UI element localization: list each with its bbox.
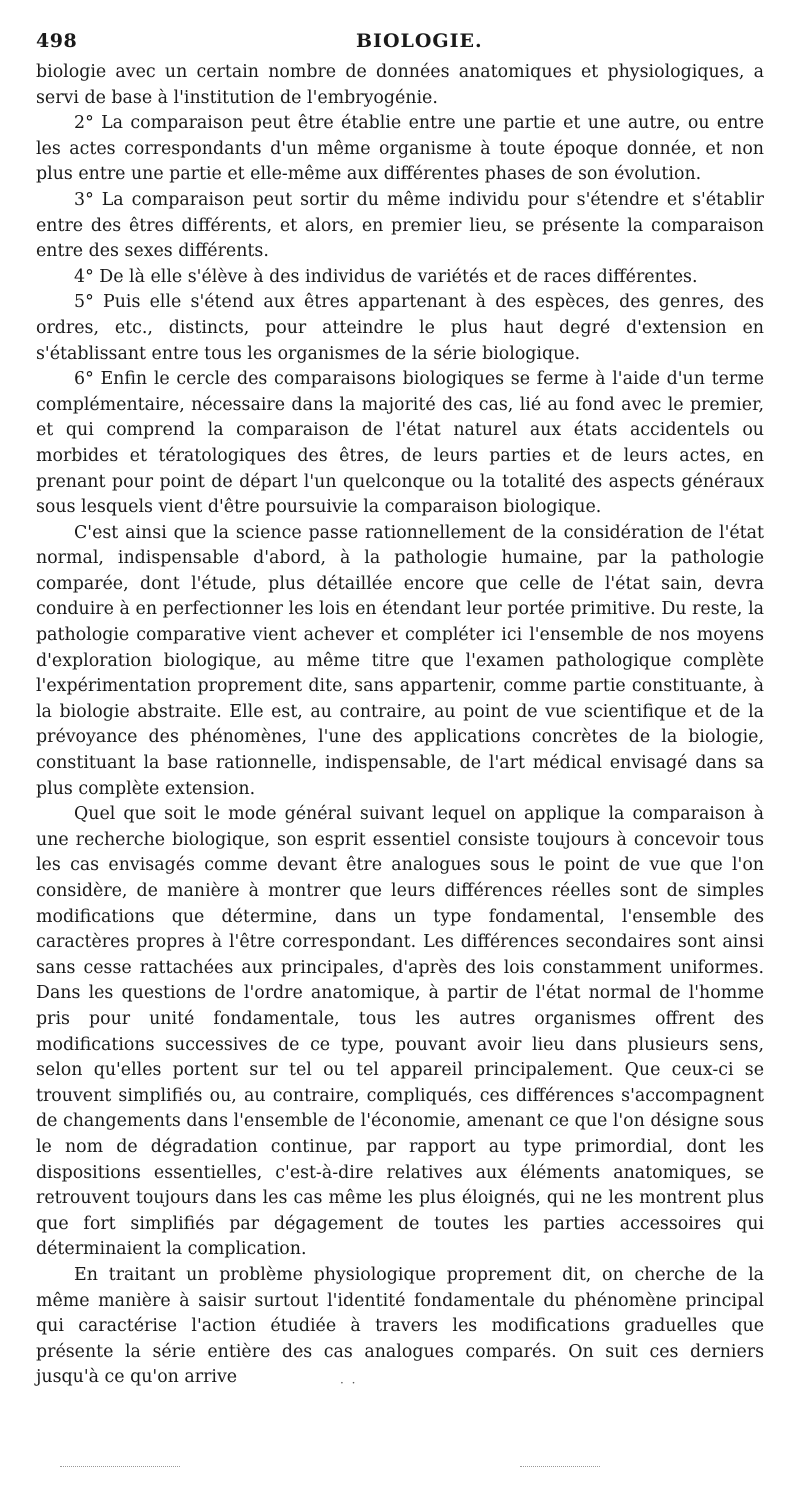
page-number: 498 — [36, 30, 78, 52]
paragraph-point-4: 4° De là elle s'élève à des individus de variétés et de races différentes. — [74, 266, 698, 287]
paragraph-comparison-method: Quel que soit le mode général suivant lequel on applique la comparaison à une recherche biologique, son esprit essentiel consiste toujours à concevoir tous les cas envisagés comme devant être analogues sous le point de vue que l'on considère, de manière à montrer que leurs différences réelles sont de simples modifications que détermine, dans un type fondamental, l'ensemble des caractères propres à l'être correspondant. Les différences secondaires sont ainsi sans cesse rattachées aux principales, d'après des lois constamment uniformes. Dans les questions de l'ordre anatomique, à partir de l'état normal de l'homme pris pour unité fondamentale, tous les autres organismes offrent des modifications successives de ce type, pouvant avoir lieu dans plusieurs sens, selon qu'elles portent sur tel ou tel appareil principalement. Que ceux-ci se trouvent simplifiés ou, au contraire, compliqués, ces différences s'accompagnent de changements dans l'ensemble de l'économie, amenant ce que l'on désigne sous le nom de dégradation continue, par rapport au type primordial, dont les dispositions essentielles, c'est-à-dire relatives aux éléments anatomiques, se retrouvent toujours dans les cas même les plus éloignés, qui ne les montrent plus que fort simplifiés par dégagement de toutes les parties accessoires qui déterminaient la complication. — [36, 804, 764, 1260]
paragraph-continuation: biologie avec un certain nombre de données anatomiques et physiologiques, a servi de base à l'institution de l'embryogénie. — [36, 62, 764, 108]
paragraph-point-5: 5° Puis elle s'étend aux êtres appartenant à des espèces, des genres, des ordres, etc., distincts, pour atteindre le plus haut degré d'extension en s'établissant entre tous les organismes de la série biologique. — [36, 292, 764, 364]
footer-marks: · · — [340, 1376, 358, 1390]
running-title: BIOLOGIE. — [356, 30, 483, 52]
body-text — [36, 60, 764, 1391]
paragraph-point-2: 2° La comparaison peut être établie entre une partie et une autre, ou entre les actes correspondants d'un même organisme à toute époque donnée, et non plus entre une partie et elle-même aux différentes phases de son évolution. — [36, 113, 764, 185]
paragraph-point-6: 6° Enfin le cercle des comparaisons biologiques se ferme à l'aide d'un terme complémentaire, nécessaire dans la majorité des cas, lié au fond avec le premier, et qui comprend la comparaison de l'état naturel aux états accidentels ou morbides et tératologiques des êtres, de leurs parties et de leurs actes, en prenant pour point de départ l'un quelconque ou la totalité des aspects généraux sous lesquels vient d'être poursuivie la comparaison biologique. — [36, 369, 764, 518]
paragraph-physiological-problem: En traitant un problème physiologique proprement dit, on cherche de la même manière à saisir surtout l'identité fondamentale du phénomène principal qui caractérise l'action étudiée à travers les modifications graduelles que présente la série entière des cas analogues comparés. On suit ces derniers jusqu'à ce qu'on arrive — [36, 1264, 764, 1388]
paragraph-pathology: C'est ainsi que la science passe rationnellement de la considération de l'état normal, indispensable d'abord, à la pathologie humaine, par la pathologie comparée, dont l'étude, plus détaillée encore que celle de l'état sain, devra conduire à en perfectionner les lois en étendant leur portée primitive. Du reste, la pathologie comparative vient achever et compléter ici l'ensemble de nos moyens d'exploration biologique, au même titre que l'examen pathologique complète l'expérimentation proprement dite, sans appartenir, comme partie constituante, à la biologie abstraite. Elle est, au contraire, au point de vue scientifique et de la prévoyance des phénomènes, l'une des applications concrètes de la biologie, constituant la base rationnelle, indispensable, de l'art médical envisagé dans sa plus complète extension. — [36, 522, 764, 799]
page-header — [36, 30, 770, 56]
bottom-rule-left — [60, 1466, 180, 1467]
paragraph-point-3: 3° La comparaison peut sortir du même individu pour s'étendre et s'établir entre des êtres différents, et alors, en premier lieu, se présente la comparaison entre des sexes différents. — [36, 189, 764, 262]
bottom-rule-right — [520, 1466, 600, 1467]
